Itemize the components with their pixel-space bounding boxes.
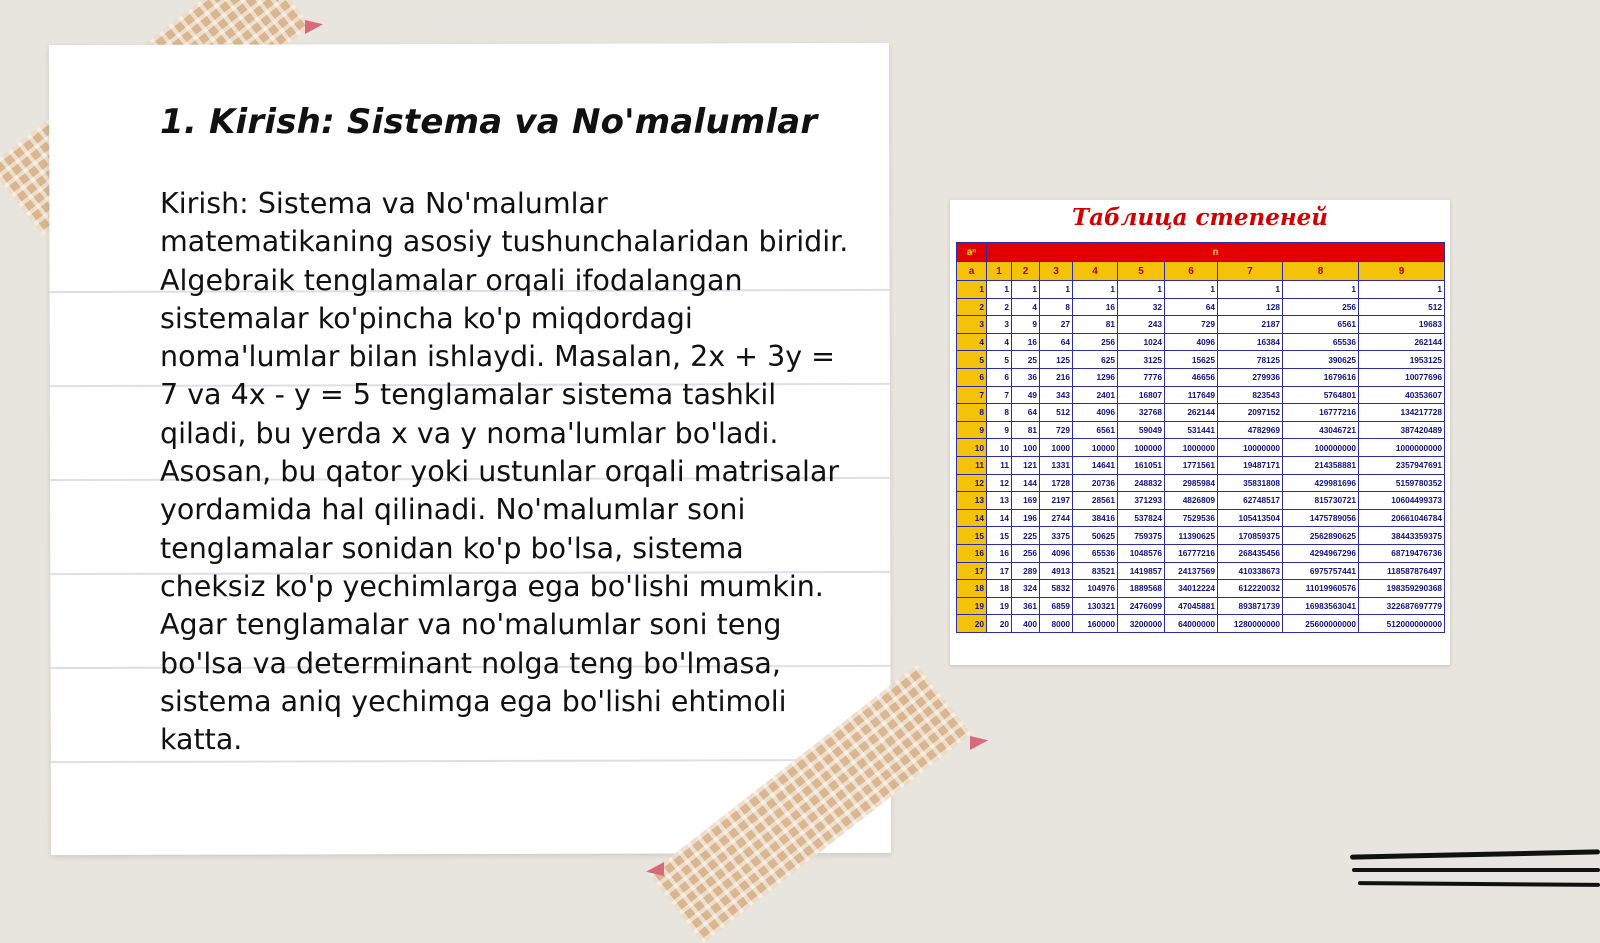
tape-flag-top [305,20,323,34]
table-value-cell: 1 [1283,281,1359,299]
table-value-cell: 1 [987,281,1012,299]
table-row [957,316,1445,334]
table-base-cell: 14 [957,509,987,527]
table-value-cell: 36 [1012,368,1040,386]
table-value-cell: 121 [1012,456,1040,474]
table-value-cell: 4096 [1165,333,1218,351]
table-value-cell: 43046721 [1283,421,1359,439]
table-value-cell: 8000 [1040,615,1073,633]
table-value-cell: 4096 [1073,404,1118,422]
table-value-cell: 128 [1218,298,1283,316]
table-value-cell: 196 [1012,509,1040,527]
table-exponent-cell: 2 [1012,262,1040,281]
table-row [957,368,1445,386]
table-value-cell: 4294967296 [1283,544,1359,562]
table-value-cell: 10077696 [1359,368,1445,386]
table-exponent-cell: 8 [1283,262,1359,281]
table-value-cell: 16 [987,544,1012,562]
table-row [957,580,1445,598]
table-value-cell: 2744 [1040,509,1073,527]
table-value-cell: 387420489 [1359,421,1445,439]
table-value-cell: 14 [987,509,1012,527]
table-value-cell: 35831808 [1218,474,1283,492]
table-value-cell: 130321 [1073,597,1118,615]
table-exponent-cell: 7 [1218,262,1283,281]
table-value-cell: 10000 [1073,439,1118,457]
table-value-cell: 20 [987,615,1012,633]
table-value-cell: 2197 [1040,492,1073,510]
table-value-cell: 104976 [1073,580,1118,598]
table-value-cell: 20736 [1073,474,1118,492]
table-value-cell: 1296 [1073,368,1118,386]
table-value-cell: 815730721 [1283,492,1359,510]
table-value-cell: 6859 [1040,597,1073,615]
table-base-cell: 8 [957,404,987,422]
table-value-cell: 125 [1040,351,1073,369]
table-exponent-cell: 5 [1118,262,1165,281]
brush-stroke [1352,868,1600,872]
table-base-cell: 13 [957,492,987,510]
table-value-cell: 225 [1012,527,1040,545]
table-value-cell: 4913 [1040,562,1073,580]
table-value-cell: 64 [1012,404,1040,422]
table-exponent-label: n [987,243,1445,262]
table-value-cell: 1 [1012,281,1040,299]
table-value-cell: 625 [1073,351,1118,369]
table-value-cell: 68719476736 [1359,544,1445,562]
table-value-cell: 16 [1012,333,1040,351]
table-value-cell: 256 [1283,298,1359,316]
table-row [957,333,1445,351]
table-value-cell: 40353607 [1359,386,1445,404]
table-value-cell: 11390625 [1165,527,1218,545]
table-value-cell: 117649 [1165,386,1218,404]
table-value-cell: 2985984 [1165,474,1218,492]
table-value-cell: 38443359375 [1359,527,1445,545]
table-value-cell: 5 [987,351,1012,369]
table-value-cell: 289 [1012,562,1040,580]
table-value-cell: 64 [1040,333,1073,351]
table-value-cell: 2476099 [1118,597,1165,615]
table-base-cell: 16 [957,544,987,562]
slide-body-text: Kirish: Sistema va No'malumlar matematikaning asosiy tushunchalaridan biridir. Algebraik tenglamalar orqali ifodalangan sistemalar ko'pincha ko'p miqdordagi noma'lumlar bilan ishlaydi. Masalan, 2x + 3y = 7 va 4x - y = 5 tenglamalar sistema tashkil qiladi, bu yerda x va y noma'lumlar bo'ladi. Asosan, bu qator yoki ustunlar orqali matrisalar yordamida hal qilinadi. No'malumlar soni tenglamalar sonidan ko'p bo'lsa, sistema cheksiz ko'p yechimlarga ega bo'lishi mumkin. Agar tenglamalar va no'malumlar soni teng bo'lsa va determinant nolga teng bo'lmasa, sistema aniq yechimga ega bo'lishi ehtimoli katta. [160,187,849,757]
table-value-cell: 100 [1012,439,1040,457]
table-value-cell: 1 [1218,281,1283,299]
table-value-cell: 27 [1040,316,1073,334]
table-value-cell: 612220032 [1218,580,1283,598]
table-value-cell: 14641 [1073,456,1118,474]
table-value-cell: 7529536 [1165,509,1218,527]
table-row [957,615,1445,633]
table-value-cell: 390625 [1283,351,1359,369]
table-value-cell: 1475789056 [1283,509,1359,527]
table-value-cell: 81 [1073,316,1118,334]
table-value-cell: 15 [987,527,1012,545]
table-row [957,386,1445,404]
table-row [957,456,1445,474]
table-value-cell: 262144 [1165,404,1218,422]
table-base-cell: 20 [957,615,987,633]
table-base-cell: 4 [957,333,987,351]
table-value-cell: 16777216 [1283,404,1359,422]
table-value-cell: 169 [1012,492,1040,510]
table-value-cell: 256 [1012,544,1040,562]
table-value-cell: 1000 [1040,439,1073,457]
table-value-cell: 1 [1118,281,1165,299]
table-value-cell: 512 [1359,298,1445,316]
table-value-cell: 16777216 [1165,544,1218,562]
table-value-cell: 512 [1040,404,1073,422]
table-value-cell: 20661046784 [1359,509,1445,527]
table-value-cell: 18 [987,580,1012,598]
table-value-cell: 118587876497 [1359,562,1445,580]
table-value-cell: 32 [1118,298,1165,316]
table-value-cell: 429981696 [1283,474,1359,492]
table-value-cell: 2187 [1218,316,1283,334]
table-value-cell: 198359290368 [1359,580,1445,598]
table-value-cell: 537824 [1118,509,1165,527]
table-value-cell: 1 [1165,281,1218,299]
table-value-cell: 19 [987,597,1012,615]
table-value-cell: 34012224 [1165,580,1218,598]
table-value-cell: 161051 [1118,456,1165,474]
table-base-cell: 10 [957,439,987,457]
table-value-cell: 11 [987,456,1012,474]
table-value-cell: 8 [1040,298,1073,316]
table-exponent-cell: 1 [987,262,1012,281]
table-base-cell: 3 [957,316,987,334]
table-value-cell: 4 [987,333,1012,351]
table-value-cell: 38416 [1073,509,1118,527]
table-row [957,544,1445,562]
table-base-cell: 5 [957,351,987,369]
table-value-cell: 1419857 [1118,562,1165,580]
table-value-cell: 105413504 [1218,509,1283,527]
table-value-cell: 47045881 [1165,597,1218,615]
table-value-cell: 531441 [1165,421,1218,439]
table-value-cell: 100000000 [1283,439,1359,457]
slide-title: 1. Kirish: Sistema va No'malumlar [160,102,818,142]
table-value-cell: 10604499373 [1359,492,1445,510]
table-base-cell: 19 [957,597,987,615]
table-value-cell: 1 [1359,281,1445,299]
table-value-cell: 322687697779 [1359,597,1445,615]
table-value-cell: 262144 [1359,333,1445,351]
brush-stroke [1350,849,1600,859]
table-value-cell: 243 [1118,316,1165,334]
table-value-cell: 81 [1012,421,1040,439]
table-value-cell: 6 [987,368,1012,386]
table-value-cell: 19487171 [1218,456,1283,474]
table-base-cell: 11 [957,456,987,474]
table-value-cell: 64 [1165,298,1218,316]
table-row [957,298,1445,316]
table-row [957,439,1445,457]
table-corner-cell: aⁿ [957,243,987,262]
table-value-cell: 3200000 [1118,615,1165,633]
table-value-cell: 1024 [1118,333,1165,351]
table-value-cell: 1679616 [1283,368,1359,386]
table-value-cell: 49 [1012,386,1040,404]
brush-stroke [1358,881,1600,887]
table-value-cell: 343 [1040,386,1073,404]
table-value-cell: 729 [1165,316,1218,334]
table-row [957,281,1445,299]
table-value-cell: 3 [987,316,1012,334]
table-value-cell: 12 [987,474,1012,492]
table-base-cell: 15 [957,527,987,545]
power-table-image [950,200,1450,665]
table-value-cell: 64000000 [1165,615,1218,633]
table-value-cell: 4 [1012,298,1040,316]
table-value-cell: 10000000 [1218,439,1283,457]
table-value-cell: 160000 [1073,615,1118,633]
table-value-cell: 7 [987,386,1012,404]
table-value-cell: 4782969 [1218,421,1283,439]
table-value-cell: 10 [987,439,1012,457]
table-value-cell: 134217728 [1359,404,1445,422]
table-value-cell: 256 [1073,333,1118,351]
table-value-cell: 1331 [1040,456,1073,474]
table-value-cell: 248832 [1118,474,1165,492]
table-base-cell: 1 [957,281,987,299]
table-base-cell: 18 [957,580,987,598]
table-value-cell: 1771561 [1165,456,1218,474]
table-value-cell: 1 [1073,281,1118,299]
table-row [957,492,1445,510]
table-value-cell: 1728 [1040,474,1073,492]
table-value-cell: 400 [1012,615,1040,633]
table-row [957,562,1445,580]
table-value-cell: 1280000000 [1218,615,1283,633]
table-exponent-cell: 9 [1359,262,1445,281]
power-table [956,242,1445,633]
table-value-cell: 28561 [1073,492,1118,510]
table-value-cell: 3375 [1040,527,1073,545]
table-value-cell: 6561 [1073,421,1118,439]
table-value-cell: 6561 [1283,316,1359,334]
table-value-cell: 324 [1012,580,1040,598]
table-value-cell: 512000000000 [1359,615,1445,633]
table-exponent-cell: 4 [1073,262,1118,281]
table-value-cell: 1000000000 [1359,439,1445,457]
table-value-cell: 100000 [1118,439,1165,457]
table-value-cell: 4096 [1040,544,1073,562]
table-value-cell: 216 [1040,368,1073,386]
table-value-cell: 1048576 [1118,544,1165,562]
table-value-cell: 17 [987,562,1012,580]
table-value-cell: 59049 [1118,421,1165,439]
table-value-cell: 46656 [1165,368,1218,386]
table-value-cell: 170859375 [1218,527,1283,545]
table-value-cell: 9 [1012,316,1040,334]
table-exponent-cell: 3 [1040,262,1073,281]
table-value-cell: 25 [1012,351,1040,369]
table-value-cell: 3125 [1118,351,1165,369]
table-value-cell: 78125 [1218,351,1283,369]
table-value-cell: 5159780352 [1359,474,1445,492]
table-value-cell: 1889568 [1118,580,1165,598]
table-value-cell: 759375 [1118,527,1165,545]
table-row [957,351,1445,369]
table-value-cell: 16983563041 [1283,597,1359,615]
table-value-cell: 1 [1040,281,1073,299]
table-value-cell: 62748517 [1218,492,1283,510]
table-row [957,527,1445,545]
table-value-cell: 279936 [1218,368,1283,386]
table-value-cell: 361 [1012,597,1040,615]
table-base-label: a [957,262,987,281]
table-value-cell: 19683 [1359,316,1445,334]
paper-rule [51,759,891,763]
table-row [957,474,1445,492]
table-value-cell: 410338673 [1218,562,1283,580]
table-value-cell: 729 [1040,421,1073,439]
table-value-cell: 5832 [1040,580,1073,598]
table-value-cell: 11019960576 [1283,580,1359,598]
table-value-cell: 7776 [1118,368,1165,386]
table-value-cell: 893871739 [1218,597,1283,615]
table-value-cell: 24137569 [1165,562,1218,580]
table-row [957,421,1445,439]
table-red-header-row [957,243,1445,262]
table-value-cell: 823543 [1218,386,1283,404]
table-value-cell: 214358881 [1283,456,1359,474]
table-value-cell: 1953125 [1359,351,1445,369]
table-value-cell: 13 [987,492,1012,510]
table-exponent-row [957,262,1445,281]
table-value-cell: 8 [987,404,1012,422]
table-base-cell: 6 [957,368,987,386]
table-value-cell: 65536 [1073,544,1118,562]
table-value-cell: 32768 [1118,404,1165,422]
table-value-cell: 2097152 [1218,404,1283,422]
table-value-cell: 25600000000 [1283,615,1359,633]
table-value-cell: 1000000 [1165,439,1218,457]
table-value-cell: 50625 [1073,527,1118,545]
table-value-cell: 9 [987,421,1012,439]
table-value-cell: 2562890625 [1283,527,1359,545]
table-value-cell: 16 [1073,298,1118,316]
table-base-cell: 17 [957,562,987,580]
table-row [957,597,1445,615]
table-exponent-cell: 6 [1165,262,1218,281]
table-value-cell: 268435456 [1218,544,1283,562]
table-value-cell: 15625 [1165,351,1218,369]
table-value-cell: 2401 [1073,386,1118,404]
table-row [957,509,1445,527]
tape-flag-bottom [970,736,988,750]
table-value-cell: 16807 [1118,386,1165,404]
table-value-cell: 2 [987,298,1012,316]
table-base-cell: 12 [957,474,987,492]
table-base-cell: 2 [957,298,987,316]
table-value-cell: 6975757441 [1283,562,1359,580]
table-value-cell: 65536 [1283,333,1359,351]
table-base-cell: 7 [957,386,987,404]
table-row [957,404,1445,422]
table-value-cell: 4826809 [1165,492,1218,510]
table-value-cell: 2357947691 [1359,456,1445,474]
table-value-cell: 144 [1012,474,1040,492]
table-value-cell: 83521 [1073,562,1118,580]
table-value-cell: 5764801 [1283,386,1359,404]
power-table-title: Таблица степеней [1071,204,1329,231]
table-base-cell: 9 [957,421,987,439]
table-value-cell: 16384 [1218,333,1283,351]
table-value-cell: 371293 [1118,492,1165,510]
